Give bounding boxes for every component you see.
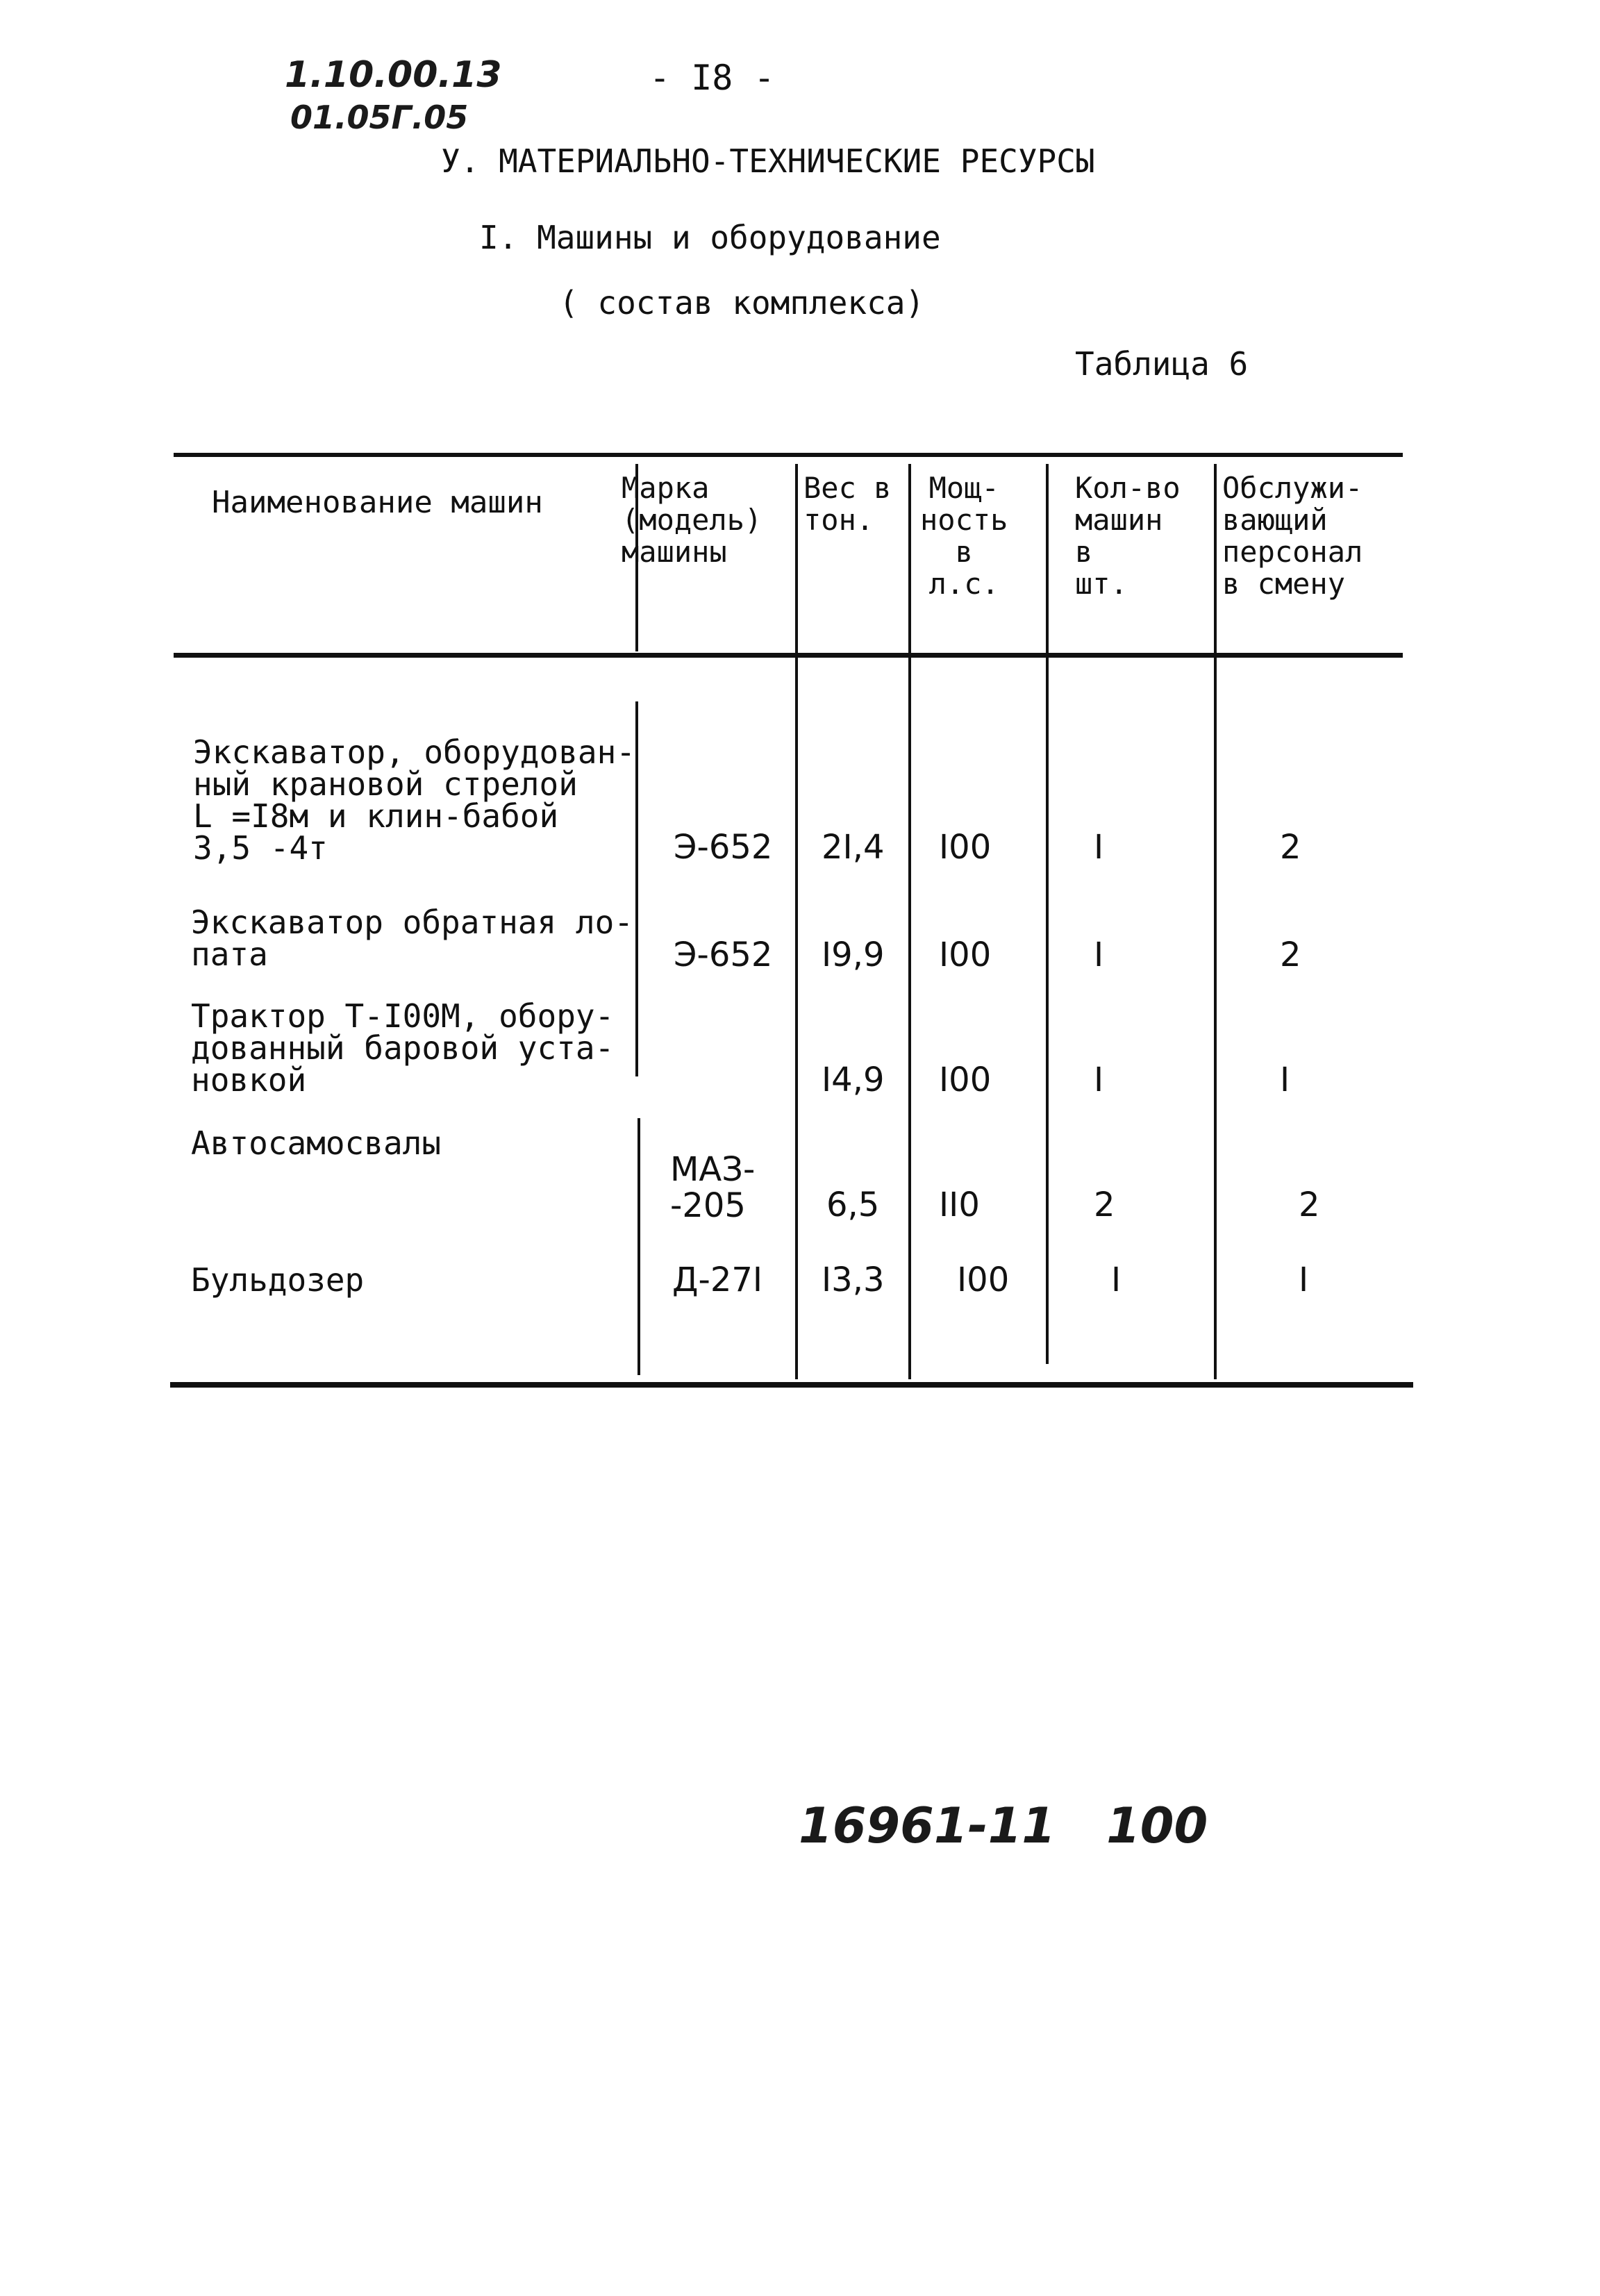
subsection-title: I. Машины и оборудование [479,219,941,256]
header-power: Мощ- ность в л.с. [920,471,1008,601]
row2-weight: I9,9 [822,935,885,974]
row4-count: 2 [1094,1186,1115,1224]
row4-weight: 6,5 [826,1186,880,1224]
column-divider-3 [908,464,911,1379]
column-divider-5 [1214,464,1217,1379]
header-model: Марка (модель) машины [622,471,762,569]
row5-model: Д-27I [672,1261,763,1299]
row1-staff: 2 [1280,828,1301,867]
row5-machine-name: Бульдозер [191,1261,365,1299]
column-divider-2 [795,464,798,1379]
column-divider-1-body [635,701,638,1076]
table-bottom-rule [170,1382,1413,1388]
header-machine-name: Наименование машин [212,485,543,520]
row3-power: I00 [939,1060,992,1099]
row1-weight: 2I,4 [822,828,885,867]
row1-machine-name: Экскаватор, оборудован- ный крановой стрелой L =I8м и клин-бабой 3,5 -4т [193,733,635,867]
row2-model: Э-652 [674,935,773,974]
row2-power: I00 [939,935,992,974]
table-label: Таблица 6 [1075,345,1249,383]
row1-model: Э-652 [674,828,773,867]
handwritten-code-1: 1.10.00.13 [285,54,502,96]
row5-count: I [1111,1261,1122,1299]
row3-machine-name: Трактор Т-I00М, обору- дованный баровой уста- новкой [191,997,615,1099]
row1-count: I [1094,828,1104,867]
row1-power: I00 [939,828,992,867]
table-top-rule [174,453,1403,457]
header-bottom-rule [174,653,1403,658]
header-count: Кол-во машин в шт. [1075,471,1181,601]
row4-power: II0 [939,1186,980,1224]
row2-count: I [1094,935,1104,974]
row5-weight: I3,3 [822,1261,885,1299]
row5-power: I00 [957,1261,1010,1299]
column-divider-4 [1046,464,1049,1364]
row4-model: МАЗ- -205 [670,1150,756,1225]
row4-staff: 2 [1299,1186,1320,1224]
handwritten-document-number: 16961-11 100 [799,1797,1208,1854]
row5-staff: I [1299,1261,1309,1299]
page-number: - I8 - [649,58,775,98]
header-weight: Вес в тон. [803,471,892,537]
row3-weight: I4,9 [822,1060,885,1099]
column-divider-1-lower [638,1118,640,1375]
row3-staff: I [1280,1060,1290,1099]
row4-machine-name: Автосамосвалы [191,1124,442,1162]
header-staff: Обслужи- вающий персонал в смену [1222,471,1363,601]
handwritten-code-2: 01.05Г.05 [290,99,469,136]
row2-machine-name: Экскаватор обратная ло- пата [191,904,633,973]
row3-count: I [1094,1060,1104,1099]
subsection-subtitle: ( состав комплекса) [559,284,925,322]
section-title: У. МАТЕРИАЛЬНО-ТЕХНИЧЕСКИЕ РЕСУРСЫ [441,142,1095,180]
row2-staff: 2 [1280,935,1301,974]
